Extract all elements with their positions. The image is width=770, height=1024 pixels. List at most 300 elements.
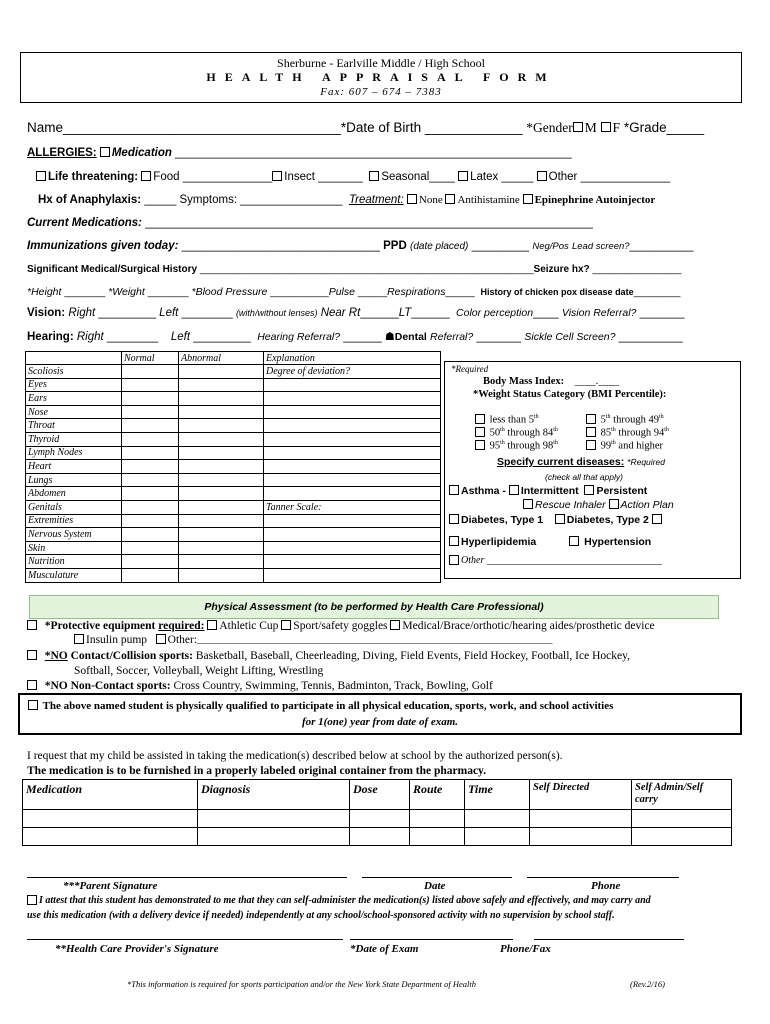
medication-table-header (23, 780, 732, 810)
provider-signature-line[interactable] (27, 939, 343, 940)
explanation-cell[interactable] (264, 568, 441, 582)
exam-row-label: Extremities (26, 514, 122, 528)
normal-cell[interactable] (122, 528, 179, 542)
hypertension-label: Hypertension (584, 536, 652, 548)
med-col-diagnosis: Diagnosis (198, 780, 350, 810)
seasonal-checkbox[interactable] (369, 171, 379, 181)
weight-field[interactable]: _______ (147, 286, 189, 298)
bmi-95to98-rest: through 98 (504, 440, 554, 452)
fax-number: Fax: 607 – 674 – 7383 (320, 86, 442, 98)
none-label: None (418, 194, 443, 206)
table-row (26, 378, 441, 392)
provider-signature-label: **Health Care Provider's Signature (55, 943, 219, 955)
abnormal-cell[interactable] (179, 405, 264, 419)
exam-row-label: Eyes (26, 378, 122, 392)
exam-header-abnormal: Abnormal (179, 352, 264, 365)
latex-label: Latex (470, 171, 499, 183)
intermittent-label: Intermittent (520, 485, 579, 497)
provider-phone-label: Phone/Fax (500, 943, 551, 955)
insulin-row (74, 634, 553, 646)
med-col-dose: Dose (350, 780, 410, 810)
bmi-99-checkbox[interactable] (586, 440, 596, 450)
abnormal-cell[interactable] (179, 528, 264, 542)
footer-note: *This information is required for sports participation and/or the New York State Department of Health (127, 979, 476, 989)
bmi-label: Body Mass Index: (483, 376, 565, 387)
hearing-right-field[interactable]: ________ (106, 331, 159, 343)
diseases-heading (497, 456, 665, 468)
bmi-field[interactable]: ____.____ (574, 376, 620, 387)
abnormal-cell[interactable] (179, 378, 264, 392)
attest-row (27, 895, 651, 906)
exam-row-label: Lymph Nodes (26, 446, 122, 460)
vision-referral-label: Vision Referral? (561, 307, 637, 319)
abnormal-cell[interactable] (179, 432, 264, 446)
none-checkbox[interactable] (407, 194, 417, 204)
asthma-options-row (523, 499, 674, 511)
ppd-date-label: (date placed) (409, 241, 469, 252)
symptoms-label: Symptoms: (179, 194, 238, 206)
gender-m-checkbox[interactable] (573, 122, 583, 132)
food-checkbox[interactable] (141, 171, 151, 181)
medication-allergy-label: Medication (111, 147, 172, 159)
noncontact-sports-list: Cross Country, Swimming, Tennis, Badminton, Track, Bowling, Golf (173, 680, 493, 692)
immunizations-field[interactable]: _______________________________ (181, 240, 380, 252)
table-row (26, 365, 441, 379)
explanation-cell[interactable] (264, 487, 441, 501)
insect-checkbox[interactable] (272, 171, 282, 181)
gender-f-checkbox[interactable] (601, 122, 611, 132)
abnormal-cell[interactable] (179, 568, 264, 582)
goggles-label: Sport/safety goggles (293, 620, 388, 632)
food-label: Food (153, 171, 180, 183)
persistent-checkbox[interactable] (584, 485, 594, 495)
diabetes1-checkbox[interactable] (449, 514, 459, 524)
table-row (26, 460, 441, 474)
symptoms-field[interactable]: ________________ (240, 194, 343, 206)
abnormal-cell[interactable] (179, 541, 264, 555)
medication-request-text: I request that my child be assisted in taking the medication(s) described below at school by the authorized person(s). (27, 750, 563, 762)
parent-phone-label: Phone (591, 880, 621, 892)
rescue-inhaler-label: Rescue Inhaler (535, 499, 606, 511)
normal-cell[interactable] (122, 473, 179, 487)
hearing-row (27, 330, 683, 343)
allergies-row (27, 147, 572, 159)
normal-cell[interactable] (122, 487, 179, 501)
near-lt-label: LT (398, 307, 412, 319)
table-row (26, 541, 441, 555)
medication-table (22, 779, 732, 846)
med-col-time: Time (465, 780, 530, 810)
explanation-cell[interactable] (264, 460, 441, 474)
epinephrine-checkbox[interactable] (523, 194, 533, 204)
contact-sports-list-2: Softball, Soccer, Volleyball, Weight Lifting, Wrestling (74, 665, 324, 677)
action-plan-label: Action Plan (620, 499, 674, 511)
bmi-5to49-sup: th (605, 414, 611, 420)
medication-allergy-field[interactable]: ______________________________________________________________ (175, 147, 572, 159)
chickenpox-field[interactable]: ________ (633, 286, 681, 298)
explanation-cell[interactable] (264, 514, 441, 528)
bmi-95to98 (475, 440, 558, 452)
exam-row-label: Throat (26, 419, 122, 433)
explanation-cell[interactable] (264, 419, 441, 433)
noncontact-sports-row (27, 680, 493, 692)
vision-row (27, 307, 684, 319)
gender-f-label: F (612, 120, 621, 135)
hearing-referral-field[interactable]: ______ (343, 331, 382, 343)
normal-cell[interactable] (122, 514, 179, 528)
bmi-row (483, 376, 619, 387)
qualified-statement: The above named student is physically qualified to participate in all physical education, sports, work, and school activities (42, 700, 614, 712)
noncontact-sports-label: *NO Non-Contact sports: (44, 680, 171, 692)
normal-cell[interactable] (122, 378, 179, 392)
bmi-95to98-sup2: th (553, 440, 558, 446)
dob-label: *Date of Birth (340, 120, 422, 135)
epinephrine-label: Epinephrine Autoinjector (534, 194, 656, 206)
exam-row-label: Nervous System (26, 528, 122, 542)
med-cell[interactable] (632, 828, 732, 846)
grade-label: *Grade (623, 120, 667, 135)
bmi-85to94-label: 85 (600, 427, 612, 439)
bmi-5to49-checkbox[interactable] (586, 414, 596, 424)
contact-sports-checkbox[interactable] (27, 650, 37, 660)
exam-row-label: Genitals (26, 500, 122, 514)
seasonal-field[interactable]: ____ (429, 171, 455, 183)
diabetes-row (449, 514, 664, 526)
med-cell[interactable] (632, 810, 732, 828)
medication-allergy-checkbox[interactable] (100, 147, 110, 157)
table-row (26, 392, 441, 406)
med-cell[interactable] (465, 810, 530, 828)
current-medications-field[interactable]: ______________________________________________________________________ (145, 217, 593, 229)
bmi-85to94-sup: th (611, 427, 616, 433)
med-cell[interactable] (530, 828, 632, 846)
diabetes2-label: Diabetes, Type 2 (566, 514, 649, 526)
exam-row-label: Musculature (26, 568, 122, 582)
life-threatening-label: Life threatening: (48, 171, 139, 183)
bmi-85to94-rest: through 94 (615, 427, 665, 439)
hyperlipidemia-checkbox[interactable] (449, 536, 459, 546)
table-row (23, 828, 732, 846)
table-row (26, 500, 441, 514)
color-perception-field[interactable]: ____ (533, 307, 559, 319)
bmi-50to84 (475, 427, 558, 439)
vision-left-field[interactable]: ________ (181, 307, 233, 319)
height-field[interactable]: _______ (64, 286, 106, 298)
attest-checkbox[interactable] (27, 895, 37, 905)
attest-text: I attest that this student has demonstrated to me that they can self-administer the medication(s) listed above safely and effectively, and may carry and (39, 895, 651, 906)
med-col-self-carry: Self Admin/Self carry (632, 780, 732, 810)
med-cell[interactable] (198, 828, 350, 846)
sickle-cell-field[interactable]: __________ (618, 331, 683, 343)
exam-table (25, 351, 441, 583)
anaphylaxis-field[interactable]: _____ (144, 194, 177, 206)
dental-referral-field[interactable]: _______ (476, 331, 522, 343)
antihistamine-checkbox[interactable] (445, 194, 455, 204)
asthma-checkbox[interactable] (449, 485, 459, 495)
med-cell[interactable] (530, 810, 632, 828)
table-row (26, 419, 441, 433)
bmi-50to84-checkbox[interactable] (475, 427, 485, 437)
exam-row-label: Lungs (26, 473, 122, 487)
vitals-row (27, 286, 680, 298)
other-disease-field[interactable]: ___________________________________ (486, 555, 662, 566)
grade-field[interactable]: _____ (666, 120, 705, 135)
parent-signature-label: ***Parent Signature (63, 880, 158, 892)
bmi-85to94-checkbox[interactable] (586, 427, 596, 437)
other-allergy-field[interactable]: ______________ (580, 171, 671, 183)
name-label: Name (27, 120, 64, 135)
normal-cell[interactable] (122, 405, 179, 419)
near-rt-field[interactable]: ______ (360, 307, 399, 319)
diabetes-extra-checkbox[interactable] (652, 514, 662, 524)
student-info-row (27, 120, 704, 136)
allergies-label: ALLERGIES: (27, 147, 97, 159)
contact-sports-label: Contact/Collision sports: (67, 650, 193, 662)
exam-row-label: Nutrition (26, 555, 122, 569)
antihistamine-label: Antihistamine (457, 194, 520, 206)
protective-required: required: (158, 620, 205, 632)
abnormal-cell[interactable] (179, 392, 264, 406)
bmi-required-note: *Required (451, 364, 489, 374)
near-lt-field[interactable]: ______ (411, 307, 450, 319)
pulse-field[interactable]: _____ (357, 286, 388, 298)
explanation-cell[interactable] (264, 392, 441, 406)
weight-label: *Weight (108, 286, 145, 298)
med-col-self-directed: Self Directed (530, 780, 632, 810)
lenses-label: (with/without lenses) (235, 308, 318, 318)
lead-screen-field[interactable]: __________ (629, 240, 694, 252)
explanation-cell[interactable] (264, 541, 441, 555)
anaphylaxis-row (38, 194, 655, 206)
life-threatening-checkbox[interactable] (36, 171, 46, 181)
exam-date-line[interactable] (350, 939, 513, 940)
insect-field[interactable]: _______ (318, 171, 363, 183)
vision-referral-field[interactable]: _______ (639, 307, 685, 319)
normal-cell[interactable] (122, 419, 179, 433)
asthma-row (449, 485, 647, 497)
history-field[interactable]: ____________________________________________________________ (199, 264, 534, 275)
abnormal-cell[interactable] (179, 500, 264, 514)
med-cell[interactable] (410, 828, 465, 846)
explanation-cell[interactable] (264, 378, 441, 392)
normal-cell[interactable] (122, 568, 179, 582)
other-disease-label: Other (461, 555, 485, 566)
athletic-cup-checkbox[interactable] (207, 620, 217, 630)
explanation-cell[interactable] (264, 446, 441, 460)
protective-label: *Protective equipment (44, 620, 156, 632)
exam-date-label: *Date of Exam (350, 943, 419, 955)
parent-signature-line[interactable] (27, 877, 347, 878)
contact-sports-row (27, 650, 630, 662)
dob-field[interactable]: _____________ (424, 120, 523, 135)
qualified-checkbox[interactable] (28, 700, 38, 710)
normal-cell[interactable] (122, 555, 179, 569)
bmi-85to94 (586, 427, 669, 439)
school-name: Sherburne - Earlville Middle / High School (277, 56, 485, 70)
abnormal-cell[interactable] (179, 365, 264, 379)
action-plan-checkbox[interactable] (609, 499, 619, 509)
latex-field[interactable]: _____ (501, 171, 534, 183)
exam-header-blank (26, 352, 122, 365)
form-header (20, 52, 742, 103)
sickle-cell-label: Sickle Cell Screen? (524, 331, 616, 343)
insulin-pump-checkbox[interactable] (74, 634, 84, 644)
normal-cell[interactable] (122, 500, 179, 514)
abnormal-cell[interactable] (179, 419, 264, 433)
hypertension-checkbox[interactable] (569, 536, 579, 546)
table-row (26, 432, 441, 446)
current-medications-label: Current Medications: (27, 217, 143, 229)
normal-cell[interactable] (122, 541, 179, 555)
exam-row-label: Skin (26, 541, 122, 555)
normal-cell[interactable] (122, 432, 179, 446)
gender-label: *Gender (526, 120, 573, 135)
exam-row-label: Abdomen (26, 487, 122, 501)
bmi-85to94-sup2: th (664, 427, 669, 433)
hearing-left-field[interactable]: _________ (193, 331, 251, 343)
physical-assessment-banner: Physical Assessment (to be performed by Health Care Professional) (29, 595, 719, 619)
other-allergy-label: Other (548, 171, 578, 183)
protective-other-field[interactable]: _______________________________________________________________________________ (197, 635, 553, 645)
bmi-95to98-checkbox[interactable] (475, 440, 485, 450)
table-row (26, 555, 441, 569)
respirations-field[interactable]: _____ (445, 286, 475, 298)
qualified-box (18, 693, 742, 735)
bmi-50to84-sup2: th (553, 427, 558, 433)
rescue-inhaler-checkbox[interactable] (523, 499, 533, 509)
seizure-field[interactable]: ________________ (592, 264, 682, 275)
medical-device-checkbox[interactable] (390, 620, 400, 630)
other-disease-row (449, 555, 662, 566)
explanation-cell[interactable] (264, 528, 441, 542)
vision-right-field[interactable]: _________ (98, 307, 156, 319)
table-row (26, 446, 441, 460)
normal-cell[interactable] (122, 392, 179, 406)
no-contact-label: *NO (44, 650, 68, 662)
exam-row-label: Ears (26, 392, 122, 406)
abnormal-cell[interactable] (179, 514, 264, 528)
diabetes2-checkbox[interactable] (555, 514, 565, 524)
dental-referral-label: Referral? (430, 331, 474, 343)
medication-furnished-text: The medication is to be furnished in a properly labeled original container from the pharmacy. (27, 765, 487, 777)
normal-cell[interactable] (122, 365, 179, 379)
parent-date-label: Date (424, 880, 446, 892)
noncontact-sports-checkbox[interactable] (27, 680, 37, 690)
persistent-label: Persistent (596, 485, 648, 497)
other-allergy-checkbox[interactable] (537, 171, 547, 181)
hyperlipidemia-label: Hyperlipidemia (461, 536, 537, 548)
med-cell[interactable] (350, 828, 410, 846)
latex-checkbox[interactable] (458, 171, 468, 181)
chickenpox-label: History of chicken pox disease date (480, 287, 634, 297)
bmi-5to49-label: 5 (600, 414, 606, 426)
explanation-cell[interactable]: Degree of deviation? (264, 365, 441, 379)
respirations-label: Respirations (387, 286, 446, 298)
exam-row-label: Heart (26, 460, 122, 474)
med-cell[interactable] (465, 828, 530, 846)
abnormal-cell[interactable] (179, 473, 264, 487)
table-row (26, 568, 441, 582)
anaphylaxis-label: Hx of Anaphylaxis: (38, 194, 142, 206)
bmi-50to84-label: 50 (489, 427, 501, 439)
bmi-95to98-sup: th (500, 440, 505, 446)
insect-label: Insect (284, 171, 315, 183)
goggles-checkbox[interactable] (281, 620, 291, 630)
contact-sports-list: Basketball, Baseball, Cheerleading, Diving, Field Events, Field Hockey, Football, Ice Hockey, (195, 650, 630, 662)
name-field[interactable]: _____________________________________ (63, 120, 341, 135)
normal-cell[interactable] (122, 460, 179, 474)
explanation-cell[interactable] (264, 432, 441, 446)
qualified-row (28, 700, 613, 712)
bmi-lt5-label: less than 5 (489, 414, 534, 426)
protective-checkbox[interactable] (27, 620, 37, 630)
bmi-95to98-label: 95 (489, 440, 501, 452)
med-cell[interactable] (410, 810, 465, 828)
other-disease-checkbox[interactable] (449, 555, 459, 565)
bmi-50to84-rest: through 84 (504, 427, 554, 439)
negpos-label: Neg/Pos (532, 241, 569, 252)
bmi-lt5-checkbox[interactable] (475, 414, 485, 424)
revision-label: (Rev.2/16) (630, 979, 666, 989)
parent-date-line[interactable] (362, 877, 512, 878)
lead-screen-label: Lead screen? (571, 241, 630, 252)
med-cell[interactable] (198, 810, 350, 828)
explanation-cell[interactable]: Tanner Scale: (264, 500, 441, 514)
history-label: Significant Medical/Surgical History (27, 264, 198, 275)
med-cell[interactable] (23, 828, 198, 846)
ppd-label: PPD (383, 240, 407, 252)
immunizations-label: Immunizations given today: (27, 240, 179, 252)
hearing-right-label: Right (76, 331, 104, 343)
bp-label: *Blood Pressure (191, 286, 268, 298)
bmi-5to49-rest: through 49 (610, 414, 659, 426)
med-cell[interactable] (350, 810, 410, 828)
explanation-cell[interactable] (264, 555, 441, 569)
bp-field[interactable]: __________ (270, 286, 329, 298)
abnormal-cell[interactable] (179, 555, 264, 569)
bmi-5to49-sup2: th (658, 414, 664, 420)
normal-cell[interactable] (122, 446, 179, 460)
vision-label: Vision: (27, 307, 66, 319)
abnormal-cell[interactable] (179, 460, 264, 474)
protective-other-checkbox[interactable] (156, 634, 166, 644)
med-cell[interactable] (23, 810, 198, 828)
intermittent-checkbox[interactable] (509, 485, 519, 495)
current-medications-row (27, 217, 593, 229)
food-field[interactable]: ______________ (182, 171, 273, 183)
table-row (26, 405, 441, 419)
attest-text-2: use this medication (with a delivery device if needed) independently at any school/school-sponsored activity with no supervision by school staff. (27, 910, 615, 921)
explanation-cell[interactable] (264, 405, 441, 419)
exam-row-label: Nose (26, 405, 122, 419)
ppd-field[interactable]: _________ (471, 240, 530, 252)
treatment-label: Treatment: (348, 194, 404, 206)
table-row (23, 810, 732, 828)
abnormal-cell[interactable] (179, 487, 264, 501)
immunizations-row (27, 240, 694, 252)
table-row (26, 514, 441, 528)
abnormal-cell[interactable] (179, 446, 264, 460)
med-col-medication: Medication (23, 780, 198, 810)
explanation-cell[interactable] (264, 473, 441, 487)
asthma-label: Asthma - (461, 485, 506, 497)
parent-phone-line[interactable] (527, 877, 679, 878)
protective-other-label: Other: (167, 634, 198, 646)
exam-row-label: Thyroid (26, 432, 122, 446)
bmi-diseases-box (444, 361, 741, 579)
table-row (26, 487, 441, 501)
provider-phone-line[interactable] (534, 939, 684, 940)
